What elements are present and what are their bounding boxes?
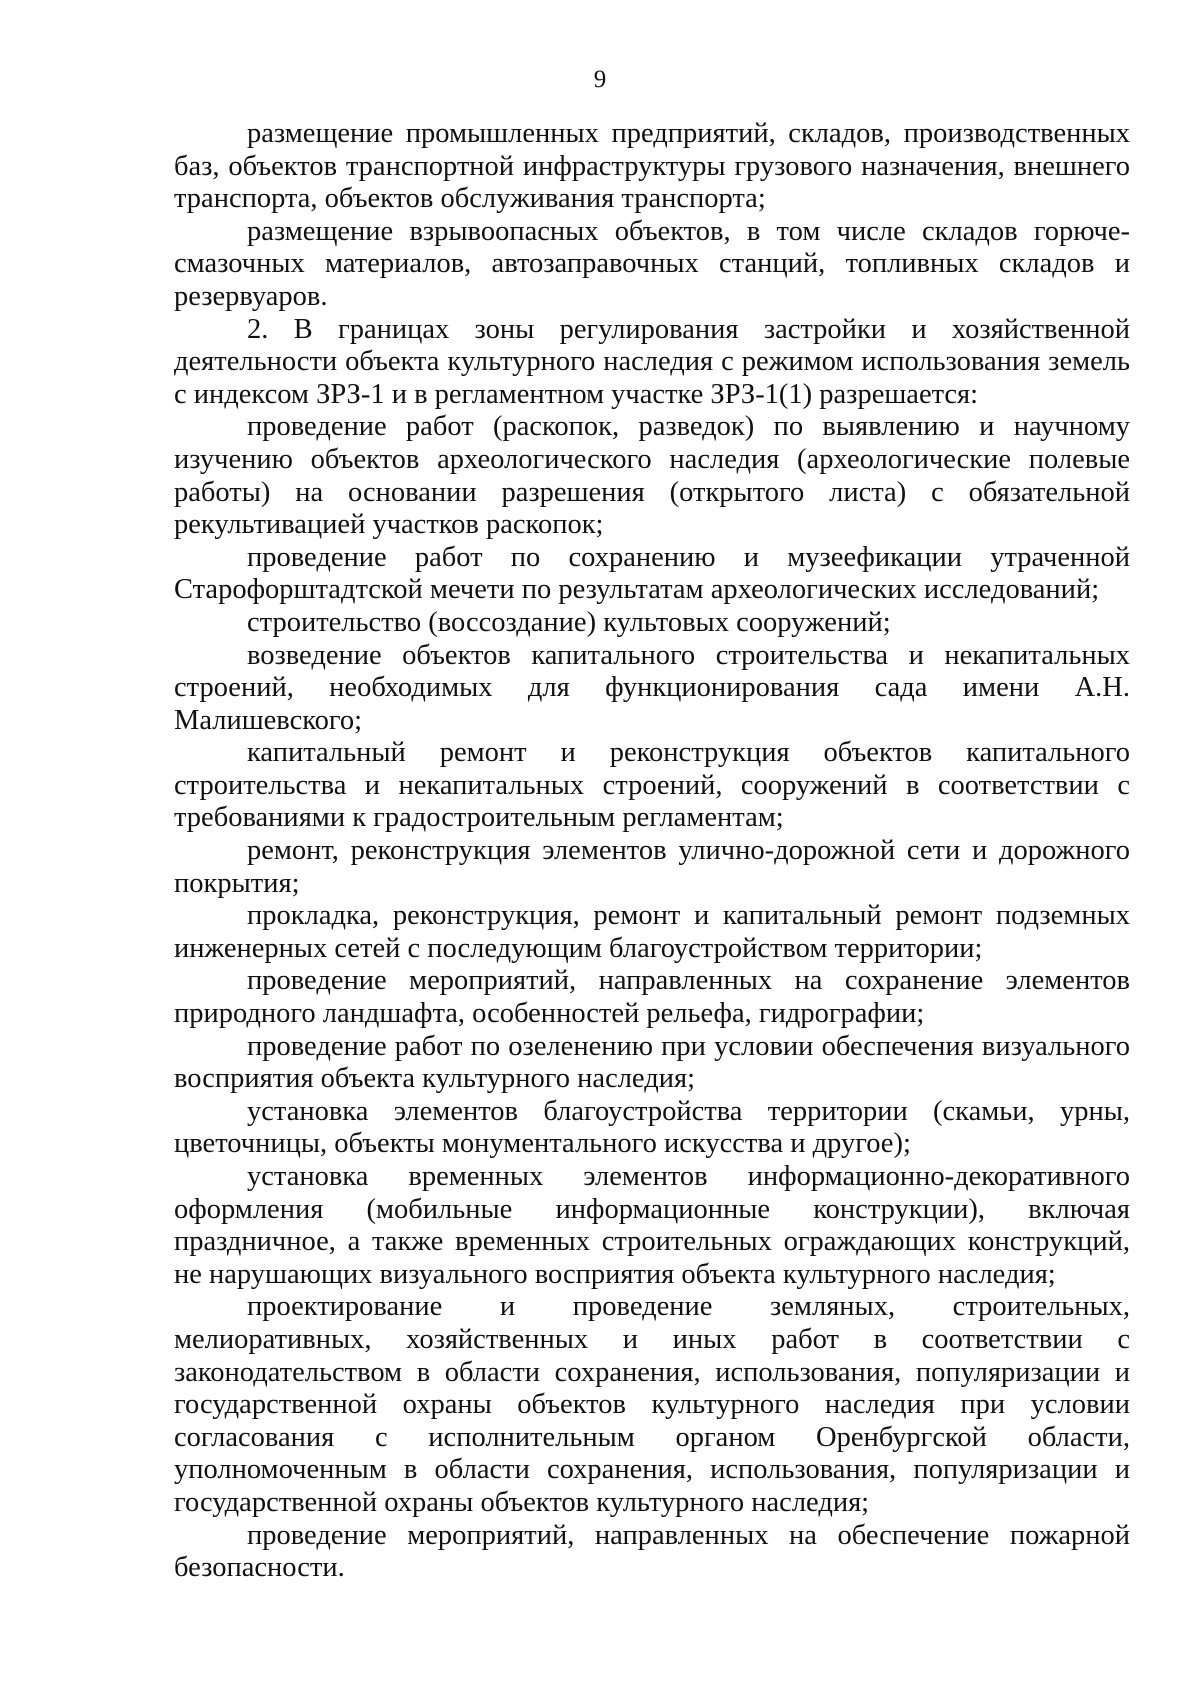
paragraph: установка временных элементов информационно-декоративного оформления (мобильные информационные конструкции), включая праздничное, а также временных строительных ограждающих конструкций, не нарушающих визуального восприятия объекта культурного наследия; (174, 1161, 1130, 1290)
paragraph: проведение мероприятий, направленных на сохранение элементов природного ландшафта, особенностей рельефа, гидрографии; (174, 965, 1130, 1030)
page-number: 9 (593, 66, 607, 93)
paragraph: возведение объектов капитального строительства и некапитальных строений, необходимых для функционирования сада имени А.Н. Малишевского; (174, 639, 1130, 736)
paragraph: проведение мероприятий, направленных на обеспечение пожарной безопасности. (174, 1519, 1130, 1584)
document-body (174, 118, 1130, 1585)
paragraph: ремонт, реконструкция элементов улично-дорожной сети и дорожного покрытия; (174, 835, 1130, 899)
paragraph: размещение взрывоопасных объектов, в том числе складов горюче-смазочных материалов, автозаправочных станций, топливных складов и резервуаров. (174, 215, 1130, 312)
paragraph: проведение работ по озеленению при условии обеспечения визуального восприятия объекта культурного наследия; (174, 1030, 1130, 1095)
paragraph: проведение работ по сохранению и музеефикации утраченной Старофорштадтской мечети по результатам археологических исследований; (174, 541, 1130, 606)
paragraph: проектирование и проведение земляных, строительных, мелиоративных, хозяйственных и иных работ в соответствии с законодательством в области сохранения, использования, популяризации и государственной охраны объектов культурного наследия при условии согласования с исполнительным органом Оренбургской области, уполномоченным в области сохранения, использования, популяризации и государственной охраны объектов культурного наследия; (174, 1291, 1130, 1518)
paragraph: прокладка, реконструкция, ремонт и капитальный ремонт подземных инженерных сетей с последующим благоустройством территории; (174, 900, 1130, 964)
paragraph: 2. В границах зоны регулирования застройки и хозяйственной деятельности объекта культурного наследия с режимом использования земель с индексом ЗРЗ-1 и в регламентном участке ЗРЗ-1(1) разрешается: (174, 313, 1130, 410)
paragraph: строительство (воссоздание) культовых сооружений; (247, 606, 891, 638)
paragraph: проведение работ (раскопок, разведок) по выявлению и научному изучению объектов археологического наследия (археологические полевые работы) на основании разрешения (открытого листа) с обязательной рекультивацией участков раскопок; (174, 411, 1130, 541)
paragraph: установка элементов благоустройства территории (скамьи, урны, цветочницы, объекты монументального искусства и другое); (174, 1095, 1130, 1160)
paragraph: капитальный ремонт и реконструкция объектов капитального строительства и некапитальных строений, сооружений в соответствии с требованиями к градостроительным регламентам; (174, 737, 1130, 834)
paragraph: размещение промышленных предприятий, складов, производственных баз, объектов транспортной инфраструктуры грузового назначения, внешнего транспорта, объектов обслуживания транспорта; (174, 118, 1130, 215)
